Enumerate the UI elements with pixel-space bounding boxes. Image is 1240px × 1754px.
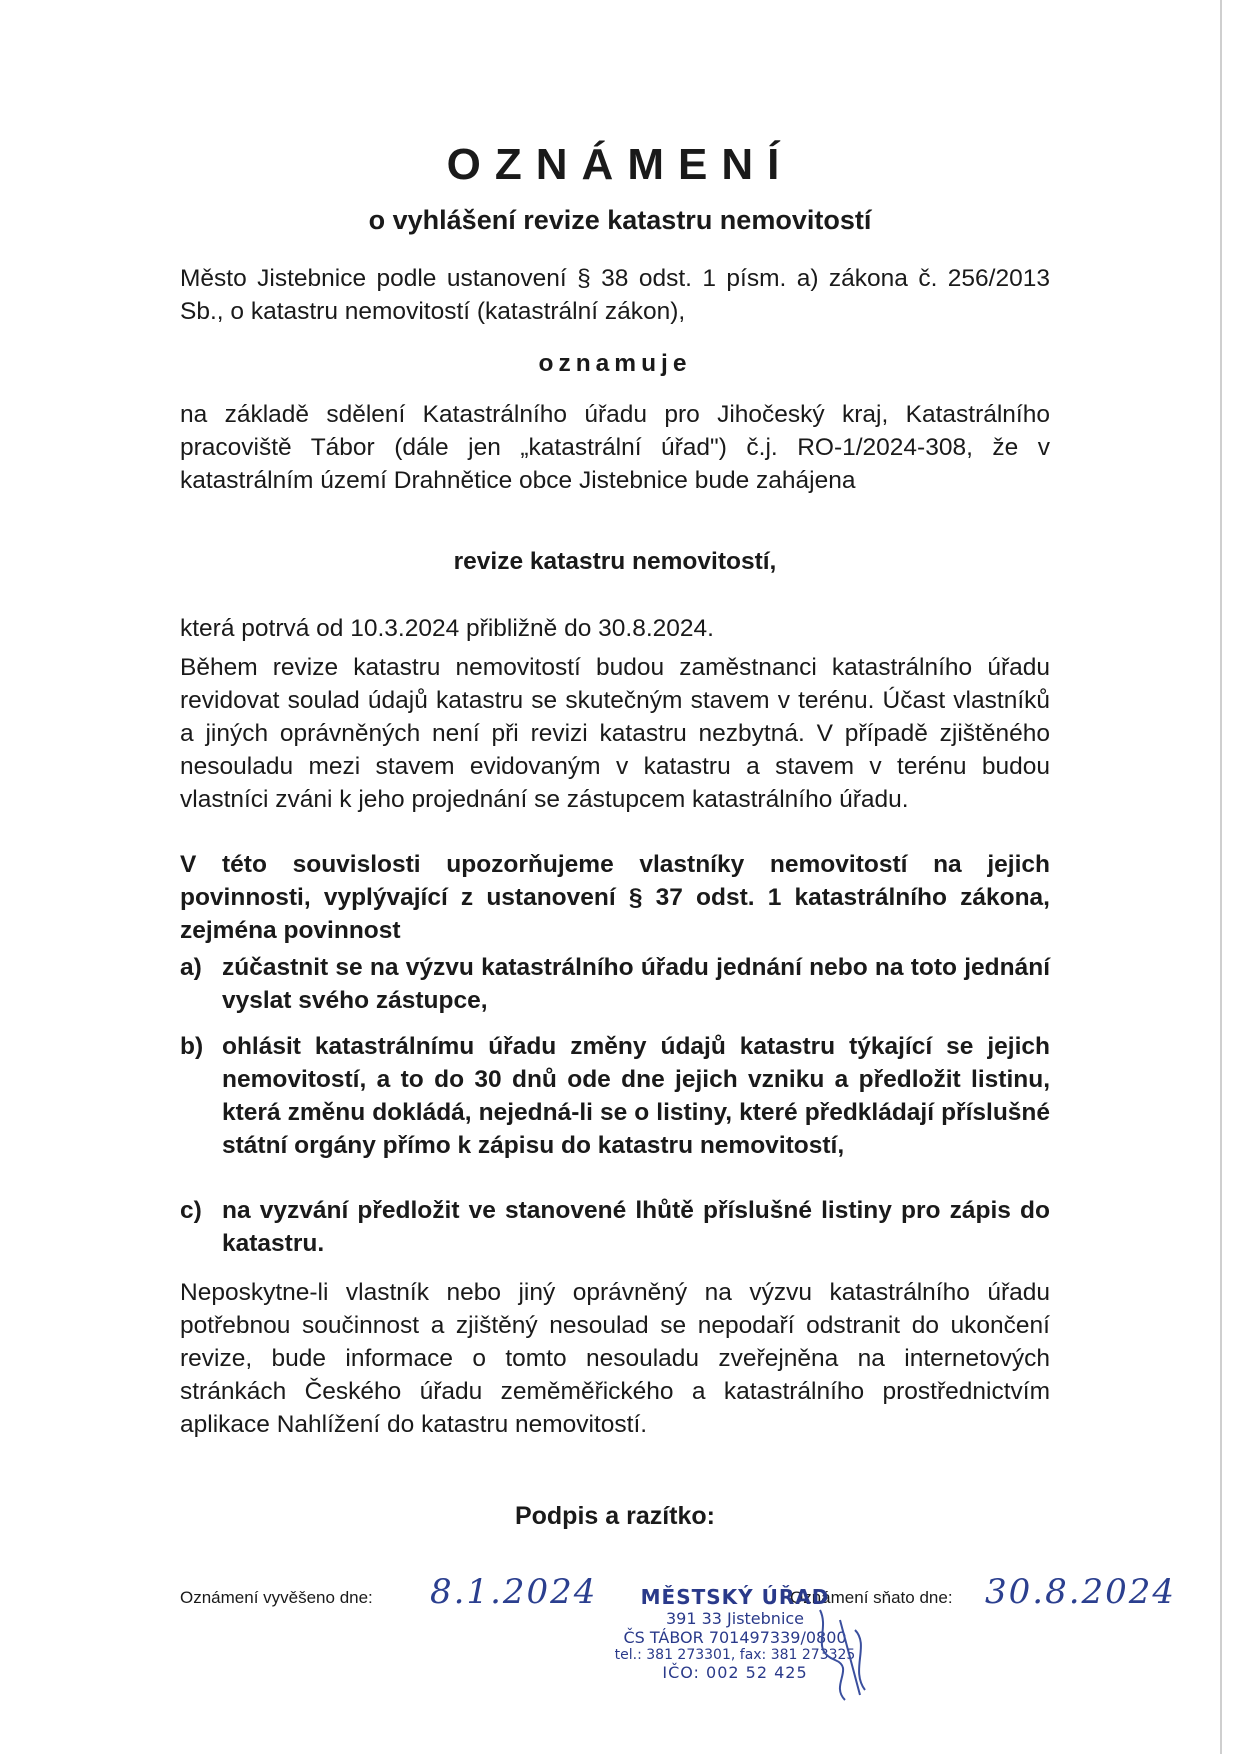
stamp-line: ČS TÁBOR 701497339/0800 [623, 1628, 847, 1647]
obligation-marker: b) [180, 1033, 204, 1060]
obligation-item-a [180, 951, 1050, 1017]
obligation-marker: a) [180, 954, 202, 981]
stamp-line: tel.: 381 273301, fax: 381 273325 [614, 1647, 856, 1663]
obligation-text: ohlásit katastrálnímu úřadu změny údajů katastru týkající se jejich nemovitostí, a to do 30 dnů ode dne jejich vzniku a předložit listinu, která změnu dokládá, nejedná-li se o listiny, které předkládají příslušné státní orgány přímo k zápisu do katastru nemovitostí, [222, 1033, 1050, 1159]
stamp-line: 391 33 Jistebnice [665, 1609, 805, 1628]
posted-date-handwritten: 8.1.2024 [430, 1572, 598, 1612]
removed-date-handwritten: 30.8.2024 [985, 1572, 1177, 1612]
removed-label: Oznámení sňato dne: [790, 1588, 953, 1607]
posted-label: Oznámení vyvěšeno dne: [180, 1588, 373, 1607]
document-title: OZNÁMENÍ [446, 140, 794, 189]
announces-word: oznamuje [538, 350, 692, 377]
obligations-intro: V této souvislosti upozorňujeme vlastníky nemovitostí na jejich povinnosti, vyplývající z ustanovení § 37 odst. 1 katastrálního zákona, zejména povinnost [180, 851, 1050, 944]
basis-paragraph: na základě sdělení Katastrálního úřadu pro Jihočeský kraj, Katastrálního pracoviště Tábor (dále jen „katastrální úřad") č.j. RO-1/2024-308, že v katastrálním území Drahnětice obce Jistebnice bude zahájena [180, 401, 1050, 494]
intro-paragraph: Město Jistebnice podle ustanovení § 38 odst. 1 písm. a) zákona č. 256/2013 Sb., o katastru nemovitostí (katastrální zákon), [180, 265, 1050, 325]
page-edge [1220, 0, 1222, 1754]
signature-heading: Podpis a razítko: [514, 1502, 716, 1530]
stamp-line: IČO: 002 52 425 [662, 1663, 808, 1682]
obligation-text: na vyzvání předložit ve stanovené lhůtě příslušné listiny pro zápis do katastru. [222, 1197, 1050, 1257]
consequence-paragraph: Neposkytne-li vlastník nebo jiný oprávněný na výzvu katastrálního úřadu potřebnou součinnost a zjištěný nesoulad se nepodaří odstranit do ukončení revize, bude informace o tomto nesouladu zveřejněna na internetových stránkách Českého úřadu zeměměřického a katastrálního prostřednictvím aplikace Nahlížení do katastru nemovitostí. [180, 1279, 1050, 1438]
obligation-text: zúčastnit se na výzvu katastrálního úřadu jednání nebo na toto jednání vyslat svého zástupce, [222, 954, 1050, 1014]
obligation-item-b [180, 1030, 1050, 1162]
duration-line: která potrvá od 10.3.2024 přibližně do 30.8.2024. [180, 615, 714, 642]
obligation-marker: c) [180, 1197, 202, 1224]
document-subtitle: o vyhlášení revize katastru nemovitostí [368, 205, 872, 235]
stamp-line: MĚSTSKÝ ÚŘAD [640, 1585, 830, 1609]
handwritten-signature [800, 1600, 880, 1710]
revision-heading: revize katastru nemovitostí, [453, 548, 777, 575]
during-revision-paragraph: Během revize katastru nemovitostí budou zaměstnanci katastrálního úřadu revidovat soulad údajů katastru se skutečným stavem v terénu. Účast vlastníků a jiných oprávněných není při revizi katastru nezbytná. V případě zjištěného nesouladu mezi stavem evidovaným v katastru a stavem v terénu budou vlastníci zváni k jeho projednání se zástupcem katastrálního úřadu. [180, 654, 1050, 813]
obligation-item-c [180, 1194, 1050, 1260]
